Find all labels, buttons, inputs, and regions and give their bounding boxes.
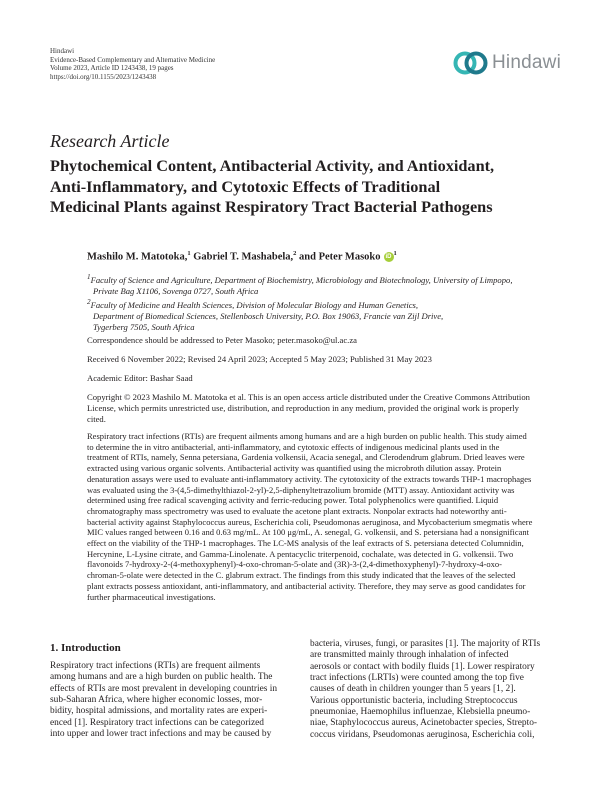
abstract-line: plant extracts possess antioxidant, anti-inflammatory, and antibacterial activity. Therefore, they may serve as good candidates for [87, 580, 526, 591]
abstract-line: Hercynine, L-Lysine citrate, and Gamma-Linolenate. A pentacyclic triterpenoid, cochalate, was detected in G. volkensii. Two [87, 548, 514, 559]
body-line: effects of RTIs are most prevalent in developing countries in [50, 683, 278, 694]
abstract-line: chroman-5-olate were detected in the C. glabrum extract. The findings from this study indicated that the leaves of the selected [87, 570, 516, 581]
abstract-line: Respiratory tract infections (RTIs) are frequent ailments among humans and are a high burden on public health. This study aimed [87, 431, 527, 441]
publication-dates: Received 6 November 2022; Revised 24 April 2023; Accepted 5 May 2023; Published 31 May 2023 [87, 354, 432, 364]
affiliation-line [87, 272, 565, 286]
body-line: into upper and lower tract infections and may be caused by [50, 729, 272, 740]
orcid-icon[interactable]: iD [385, 254, 392, 261]
body-line: tract infections (LRTIs) were counted among the top five [310, 673, 524, 684]
body-line: bidity, hospital admissions, and mortality rates are experi- [50, 706, 268, 717]
publisher-name: Hindawi [50, 47, 75, 55]
correspondence: Correspondence should be addressed to Peter Masoko; peter.masoko@ul.ac.za [87, 335, 357, 345]
affiliation-line: Tygerberg 7505, South Africa [93, 321, 195, 332]
author-name: and Peter Masoko [299, 251, 381, 263]
affiliation-number: 2 [87, 297, 91, 306]
journal-name: Evidence-Based Complementary and Alternative Medicine [50, 55, 216, 64]
affiliation-line [87, 297, 565, 311]
author-list [87, 250, 397, 263]
abstract [87, 431, 565, 602]
affiliation-text: Faculty of Medicine and Health Sciences, Division of Molecular Biology and Human Genetics, [90, 299, 419, 310]
affiliation-text: Faculty of Science and Agriculture, Department of Biochemistry, Microbiology and Biotechnology, University of Limpopo, [90, 274, 513, 285]
body-line: enced [1]. Respiratory tract infections can be categorized [50, 717, 264, 728]
abstract-line: chromatography mass spectrometry was used to evaluate the acetone plant extracts. Nonpolar extracts had noteworthy anti- [87, 505, 507, 516]
body-line: Respiratory tract infections (RTIs) are frequent ailments [50, 661, 261, 671]
body-line: niae, Staphylococcus aureus, Acinetobacter species, Strepto- [310, 718, 538, 729]
left-column [50, 661, 278, 740]
abstract-line: further pharmaceutical investigations. [87, 591, 216, 602]
abstract-line: denaturation assays were used to evaluate anti-inflammatory activity. The cytotoxicity of the extracts towards THP-1 macrophages [87, 473, 532, 484]
abstract-line: determined using free radical scavenging activity and ferric-reducing power. Total polyphenolics were quantified. Liquid [87, 495, 499, 506]
body-line: bacteria, viruses, fungi, or parasites [1]. The majority of RTIs [310, 639, 541, 649]
affiliations [87, 272, 565, 333]
affiliation-number: 1 [87, 273, 91, 281]
body-line: Various opportunistic bacteria, including Streptococcus [310, 695, 518, 706]
abstract-line: to determine the in vitro antibacterial, anti-inflammatory, and cytotoxic effects of indigenous medicinal plants used in the [87, 441, 500, 452]
section-heading: 1. Introduction [50, 642, 121, 654]
author-affiliation-ref: 1 [393, 250, 397, 257]
body-line: causes of death in children younger than 5 years [1, 2]. [310, 684, 516, 695]
abstract-line: MIC values ranged between 0.16 and 0.63 mg/mL. At 100 μg/mL, A. senegal, G. volkensii, and S. petersiana had a nonsignificant [87, 527, 529, 538]
doi-link[interactable]: https://doi.org/10.1155/2023/1243438 [50, 72, 157, 81]
abstract-line: extracted using various organic solvents. Antibacterial activity was quantified using the microbroth dilution assay. Protein [87, 463, 502, 474]
title-line: Anti-Inflammatory, and Cytotoxic Effects of Traditional [50, 176, 441, 196]
article-title [50, 156, 560, 218]
abstract-line: bacterial activity against Staphylococcus aureus, Escherichia coli, Pseudomonas aeruginosa, and Mycobacterium smegmatis where [87, 516, 533, 527]
title-line: Medicinal Plants against Respiratory Tract Bacterial Pathogens [50, 197, 493, 216]
copyright-line: License, which permits unrestricted use, distribution, and reproduction in any medium, provided the original work is properly [87, 403, 519, 413]
affiliation-line: Private Bag X1106, Sovenga 0727, South Africa [93, 285, 259, 296]
copyright-line: cited. [87, 414, 106, 424]
author-affiliation-ref: 1 [187, 250, 191, 257]
body-line: among humans and are a high burden on public health. The [50, 672, 273, 683]
body-line: are transmitted mainly through inhalation of infected [310, 650, 509, 661]
author-name: Mashilo M. Matotoka, [87, 251, 188, 263]
copyright-line: Copyright © 2023 Mashilo M. Matotoka et al. This is an open access article distributed under the Creative Commons Attribution [87, 392, 530, 402]
body-line: coccus viridans, Pseudomonas aeruginosa, Escherichia coli, [310, 729, 535, 740]
journal-header [50, 47, 215, 81]
article-type: Research Article [50, 131, 170, 151]
copyright-notice [87, 392, 565, 425]
abstract-line: flavonoids 7-hydroxy-2-(4-methoxyphenyl)-4-oxo-chroman-5-olate and (3R)-3-(2,4-dimethoxyphenyl)-7-hydroxy-4-oxo- [87, 559, 502, 570]
author-name: Gabriel T. Mashabela, [193, 251, 294, 263]
author-affiliation-ref: 2 [293, 250, 297, 257]
body-line: sub-Saharan Africa, where higher economic losses, mor- [50, 695, 263, 706]
right-column [310, 639, 541, 741]
abstract-line: treatment of RTIs, namely, Senna petersiana, Gardenia volkensii, Acacia senegal, and Clerodendrum glabrum. Dried leaves were [87, 452, 525, 463]
title-line: Phytochemical Content, Antibacterial Activity, and Antioxidant, [50, 156, 495, 175]
hindawi-rings-icon [452, 48, 490, 78]
body-line: aerosols or contact with bodily fluids [1]. Lower respiratory [310, 661, 535, 672]
volume-info: Volume 2023, Article ID 1243438, 19 pages [50, 64, 174, 73]
abstract-line: was evaluated using the 3-(4,5-dimethylthiazol-2-yl)-2,5-diphenyltetrazolium bromide (MTT) assay. Antioxidant activity was [87, 484, 515, 495]
logo-text: Hindawi [492, 52, 561, 73]
hindawi-logo [452, 48, 564, 80]
affiliation-line: Department of Biomedical Sciences, Stellenbosch University, P.O. Box 19063, Francie van Zijl Drive, [93, 310, 444, 321]
academic-editor: Academic Editor: Bashar Saad [87, 373, 193, 383]
abstract-line: effect on the viability of the THP-1 macrophages. The LC-MS analysis of the leaf extracts of S. petersiana detected Columnidin, [87, 538, 524, 549]
body-line: pneumoniae, Haemophilus influenzae, Klebsiella pneumo- [310, 707, 531, 718]
